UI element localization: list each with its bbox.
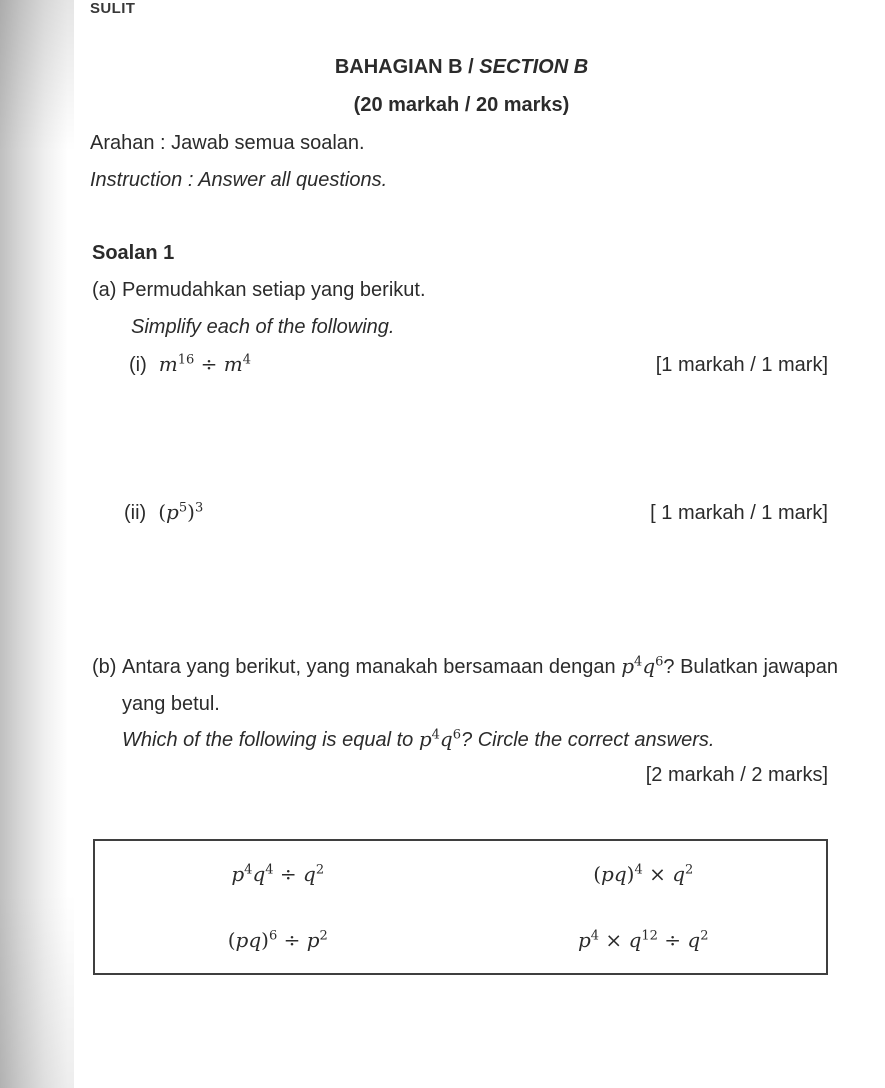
part-b-prompt-en: Which of the following is equal to $p^4q^6$? Circle the correct answers. — [122, 727, 715, 751]
part-b-marks: [2 markah / 2 marks] — [645, 764, 828, 786]
part-b-row — [92, 654, 838, 679]
section-marks-total: (20 markah / 20 marks) — [353, 94, 570, 116]
option-top-left-expression: $p^4q^4 \div q^2$ — [231, 861, 325, 886]
answer-options-box — [93, 839, 828, 975]
part-a-prompt-en: Simplify each of the following. — [131, 316, 395, 338]
item-i-label: (i) — [129, 354, 147, 376]
direction-bm: Arahan : Jawab semua soalan. — [90, 132, 365, 154]
section-title-bm: BAHAGIAN B / — [334, 56, 480, 78]
part-a-row — [92, 278, 426, 302]
part-b-prompt-bm-line2: yang betul. — [122, 693, 220, 715]
option-top-right-expression: $(pq)^4 \times q^2$ — [593, 861, 694, 886]
direction-en: Instruction : Answer all questions. — [90, 169, 388, 191]
part-a-label: (a) — [92, 279, 117, 301]
part-b-label: (b) — [92, 656, 117, 678]
page-scan-edge-shadow — [0, 0, 74, 1088]
item-i-expression: $m^{16} \div m^4$ — [158, 352, 252, 376]
part-b-prompt-bm-line1: Antara yang berikut, yang manakah bersamaan dengan $p^4q^6$? Bulatkan jawapan — [122, 654, 838, 678]
option-bottom-right-expression: $p^4 \times q^{12} \div q^2$ — [577, 927, 709, 952]
section-title — [38, 55, 885, 79]
item-ii-label: (ii) — [124, 502, 147, 524]
classification-label: SULIT — [90, 0, 136, 17]
option-bottom-left-expression: $(pq)^6 \div p^2$ — [227, 927, 328, 952]
item-ii-expression: $(p^5)^3$ — [158, 500, 204, 524]
item-ii-row — [124, 500, 828, 525]
item-ii-marks: [ 1 markah / 1 mark] — [650, 502, 828, 524]
question-heading: Soalan 1 — [92, 242, 175, 264]
section-title-en: SECTION B — [479, 56, 589, 78]
part-a-prompt-bm: Permudahkan setiap yang berikut. — [122, 279, 426, 301]
item-i-marks: [1 markah / 1 mark] — [655, 354, 828, 376]
item-i-row — [129, 352, 828, 377]
